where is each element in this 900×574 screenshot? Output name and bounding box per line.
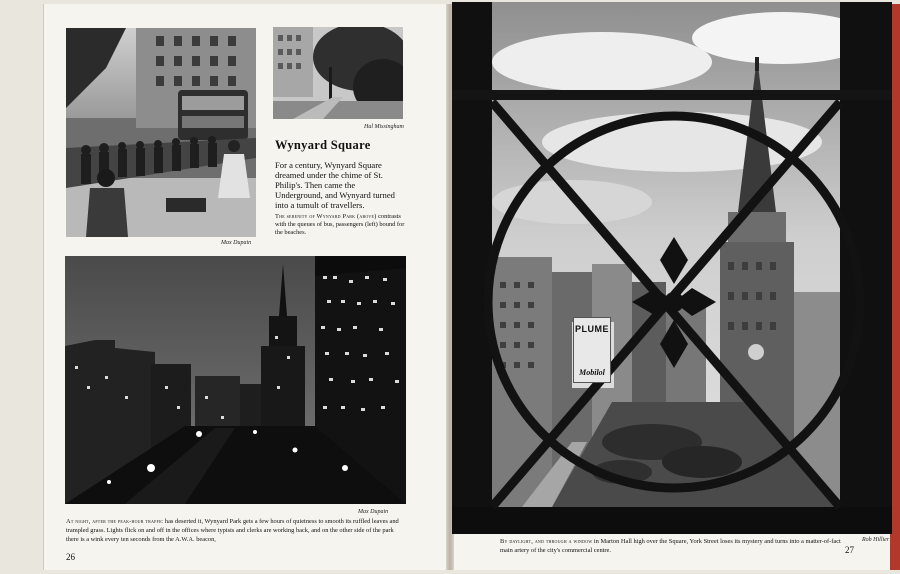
- night-photo: [65, 256, 406, 504]
- article-title: Wynyard Square: [275, 138, 371, 152]
- park-caption: [275, 213, 405, 237]
- window-caption: [500, 537, 845, 555]
- window-caption-rest: in Marton Hall high over the Square, York Street loses its mystery and turns into a matter-of-fact main artery of the city's commercial centre.: [500, 538, 841, 554]
- plume-sign: [573, 317, 611, 383]
- night-caption-rest: has deserted it, Wynyard Park gets a few hours of quietness to smooth its ruffled leaves and trampled grass. Lights flick on and off in the offices where typists and clerks are working back, and on the other side of the park there is a wink every ten seconds from the A.W.A. beacon,: [66, 518, 399, 543]
- night-caption-lead: At night, after the peak-hour traffic: [66, 518, 164, 525]
- page-number-right: 27: [845, 545, 854, 555]
- bus-queue-photo: [66, 28, 256, 237]
- credit-park-photo: Hal Missingham: [364, 124, 404, 130]
- credit-window-photo: Rob Hillier: [862, 537, 890, 543]
- plume-sign-bottom: Mobilol: [579, 368, 605, 377]
- park-caption-rest: contrasts with the queues of bus, passengers (left) bound for the beaches.: [275, 213, 405, 236]
- plume-sign-top: PLUME: [575, 324, 609, 334]
- window-caption-lead: By daylight, and through a window: [500, 538, 593, 545]
- night-caption: [66, 517, 408, 544]
- intro-text: For a century, Wynyard Square dreamed under the chime of St. Philip's. Then came the Underground, and Wynyard turned into a tumult of travellers.: [275, 160, 395, 210]
- credit-queue-photo: Max Dupain: [221, 240, 252, 246]
- credit-night-photo: Max Dupain: [358, 509, 389, 515]
- page-number-left: 26: [66, 552, 75, 562]
- window-view-photo: [452, 2, 892, 534]
- park-caption-lead: The serenity of Wynyard Park (above): [275, 213, 377, 220]
- park-photo: [273, 27, 403, 119]
